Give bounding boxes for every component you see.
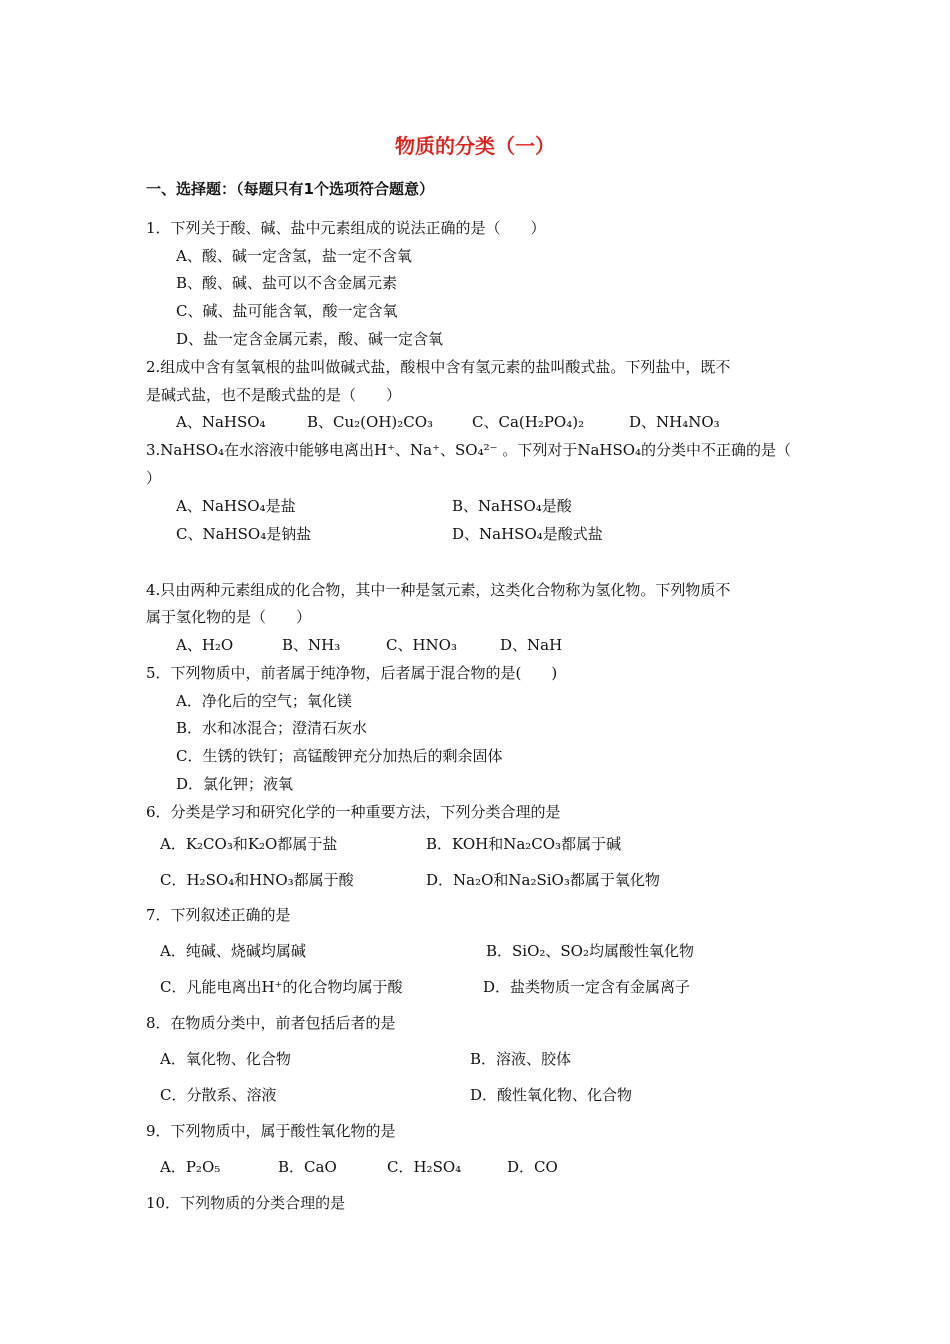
question-4-option-b: B、NH₃	[282, 636, 341, 654]
question-3-option-a: A、NaHSO₄是盐	[176, 497, 296, 515]
question-4-option-c: C、HNO₃	[386, 636, 457, 654]
question-5-option-a: A．净化后的空气；氧化镁	[176, 692, 352, 710]
question-1-option-b: B、酸、碱、盐可以不含金属元素	[176, 274, 398, 292]
question-9-option-d: D．CO	[507, 1158, 558, 1176]
question-8-option-b: B．溶液、胶体	[470, 1050, 572, 1068]
question-3-option-d: D、NaHSO₄是酸式盐	[452, 525, 603, 543]
question-9-options	[160, 1157, 580, 1177]
question-2-option-c: C、Ca(H₂PO₄)₂	[472, 413, 585, 431]
question-3-options-row2	[176, 524, 676, 544]
question-4-stem-line2: 属于氢化物的是（ ）	[146, 608, 312, 626]
question-7-option-b: B．SiO₂、SO₂均属酸性氧化物	[486, 942, 694, 960]
question-4-options	[176, 635, 596, 655]
question-4-stem-line1: 4.只由两种元素组成的化合物，其中一种是氢元素，这类化合物称为氢化物。下列物质不	[146, 581, 731, 599]
question-2-stem-line2: 是碱式盐，也不是酸式盐的是（ ）	[146, 386, 402, 404]
question-9-option-c: C．H₂SO₄	[387, 1158, 462, 1176]
question-7-options-row1	[160, 941, 740, 961]
question-7-option-a: A．纯碱、烧碱均属碱	[160, 942, 306, 960]
question-6-options-row1	[160, 834, 720, 854]
page-title: 物质的分类（一）	[395, 134, 555, 158]
question-5-option-b: B．水和冰混合；澄清石灰水	[176, 719, 368, 737]
question-1-option-a: A、酸、碱一定含氢，盐一定不含氧	[176, 247, 412, 265]
question-9-option-a: A．P₂O₅	[160, 1158, 221, 1176]
section-heading: 一、选择题：（每题只有1个选项符合题意）	[146, 180, 434, 198]
question-4-option-a: A、H₂O	[176, 636, 234, 654]
question-3-options-row1	[176, 496, 676, 516]
question-5-option-c: C．生锈的铁钉；高锰酸钾充分加热后的剩余固体	[176, 747, 503, 765]
question-8-stem: 8．在物质分类中，前者包括后者的是	[146, 1014, 396, 1032]
question-2-stem-line1: 2.组成中含有氢氧根的盐叫做碱式盐，酸根中含有氢元素的盐叫酸式盐。下列盐中，既不	[146, 358, 731, 376]
question-6-stem: 6．分类是学习和研究化学的一种重要方法，下列分类合理的是	[146, 803, 561, 821]
question-2-option-a: A、NaHSO₄	[176, 413, 266, 431]
question-8-option-c: C．分散系、溶液	[160, 1086, 277, 1104]
question-1-option-c: C、碱、盐可能含氧，酸一定含氧	[176, 302, 398, 320]
question-8-options-row2	[160, 1085, 720, 1105]
question-3-option-c: C、NaHSO₄是钠盐	[176, 525, 312, 543]
question-3-stem-line1: 3.NaHSO₄在水溶液中能够电离出H⁺、Na⁺、SO₄²⁻ 。下列对于NaHSO₄的分类中不正确的是（	[146, 441, 792, 459]
question-1-stem: 1．下列关于酸、碱、盐中元素组成的说法正确的是（ ）	[146, 219, 546, 237]
question-6-option-d: D．Na₂O和Na₂SiO₃都属于氧化物	[426, 871, 660, 889]
question-8-options-row1	[160, 1049, 720, 1069]
question-1-option-d: D、盐一定含金属元素，酸、碱一定含氧	[176, 330, 444, 348]
question-4-option-d: D、NaH	[500, 636, 563, 654]
question-3-option-b: B、NaHSO₄是酸	[452, 497, 572, 515]
question-3-stem-line2: ）	[146, 469, 162, 487]
question-10-stem: 10．下列物质的分类合理的是	[146, 1194, 346, 1212]
question-2-option-b: B、Cu₂(OH)₂CO₃	[307, 413, 434, 431]
question-7-option-c: C．凡能电离出H⁺的化合物均属于酸	[160, 978, 403, 996]
question-7-stem: 7．下列叙述正确的是	[146, 906, 291, 924]
question-5-option-d: D．氯化钾；液氧	[176, 775, 294, 793]
question-7-option-d: D．盐类物质一定含有金属离子	[483, 978, 691, 996]
question-9-stem: 9．下列物质中，属于酸性氧化物的是	[146, 1122, 396, 1140]
question-6-option-b: B．KOH和Na₂CO₃都属于碱	[426, 835, 622, 853]
question-8-option-d: D．酸性氧化物、化合物	[470, 1086, 633, 1104]
question-6-option-c: C．H₂SO₄和HNO₃都属于酸	[160, 871, 354, 889]
question-8-option-a: A．氧化物、化合物	[160, 1050, 291, 1068]
question-2-options	[176, 412, 736, 432]
question-6-options-row2	[160, 870, 720, 890]
question-5-stem: 5．下列物质中，前者属于纯净物，后者属于混合物的是( )	[146, 664, 558, 682]
question-7-options-row2	[160, 977, 740, 997]
question-2-option-d: D、NH₄NO₃	[629, 413, 720, 431]
question-9-option-b: B．CaO	[278, 1158, 337, 1176]
question-6-option-a: A．K₂CO₃和K₂O都属于盐	[160, 835, 338, 853]
